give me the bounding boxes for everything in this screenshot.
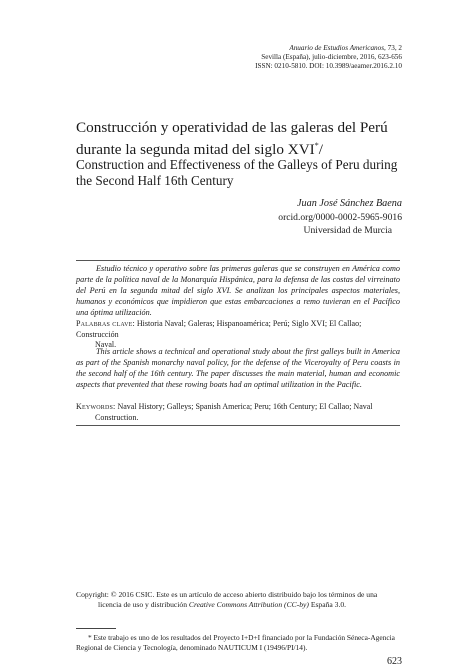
copyright-line-1: Copyright: © 2016 CSIC. Este es un artículo de acceso abierto distribuido bajo los términos de una [76,590,378,599]
keywords-spanish-label: Palabras clave: [76,319,135,328]
page-number: 623 [387,656,402,667]
abstract-spanish: Estudio técnico y operativo sobre las primeras galeras que se construyen en América como parte de la política naval de la Monarquía Hispánica, para la defensa de las costas del virreinato del Perú en la segunda mitad del siglo XVI. Se analizan los principales aspectos materiales, humanos y económicos que impidieron que estas embarcaciones a remo tuvieran en el Pacífico una óptima utilización. [76,264,400,317]
title-footnote-mark[interactable]: * [314,140,319,150]
copyright-line-2 [76,600,400,610]
title-spanish [76,119,406,158]
keywords-spanish-continuation: Naval. [95,340,117,349]
journal-volume: , 73, 2 [384,44,402,52]
title-spanish-slash: / [318,140,323,158]
copyright-license-pre: licencia de uso y distribución [98,600,189,609]
abstract-english: This article shows a technical and operational study about the first galleys built in America as part of the Spanish monarchy naval policy, for the defense of the Viceroyalty of Peru coasts in the second half of the 16th century. The paper discusses the main material, human and economic aspects that prevented that these rowing boats had an optimal utilization in the Pacific. [76,347,400,389]
journal-issn-doi: ISSN: 0210-5810. DOI: 10.3989/aeamer.2016.2.10 [255,62,402,71]
title-spanish-text: Construcción y operatividad de las galeras del Perú durante la segunda mitad del siglo XVI [76,119,388,158]
keywords-spanish-text: Historia Naval; Galeras; Hispanoamérica; Perú; Siglo XVI; El Callao; Construcción [76,319,362,339]
keywords-spanish [76,319,400,351]
title-english: Construction and Effectiveness of the Galleys of Peru during the Second Half 16th Century [76,157,398,188]
copyright-license-post: España 3.0. [308,600,347,609]
footnote-rule [76,628,116,629]
author-block [278,197,402,238]
author-affiliation: Universidad de Murcia [303,225,392,236]
author-orcid-link[interactable]: orcid.org/0000-0002-5965-9016 [278,211,402,223]
abstract-top-rule [76,260,400,261]
abstract-bottom-rule [76,425,400,426]
journal-name: Anuario de Estudios Americanos [289,44,385,52]
copyright-notice [76,590,400,610]
journal-header [255,44,402,72]
footnote: * Este trabajo es uno de los resultados del Proyecto I+D+I financiado por la Fundación Séneca-Agencia Regional de Ciencia y Tecnología, denominado NAUTICUM I (19496/PI/14). [76,633,395,652]
journal-name-line [255,44,402,53]
journal-place-date: Sevilla (España), julio-diciembre, 2016, 623-656 [261,53,402,62]
author-name: Juan José Sánchez Baena [297,198,402,209]
keywords-english-continuation: Construction. [95,412,139,422]
keywords-english-text: Naval History; Galleys; Spanish America; Peru; 16th Century; El Callao; Naval [117,402,373,411]
copyright-license-link[interactable]: Creative Commons Attribution (CC-by) [188,600,309,609]
keywords-english [76,402,400,423]
keywords-english-label: Keywords: [76,402,116,411]
